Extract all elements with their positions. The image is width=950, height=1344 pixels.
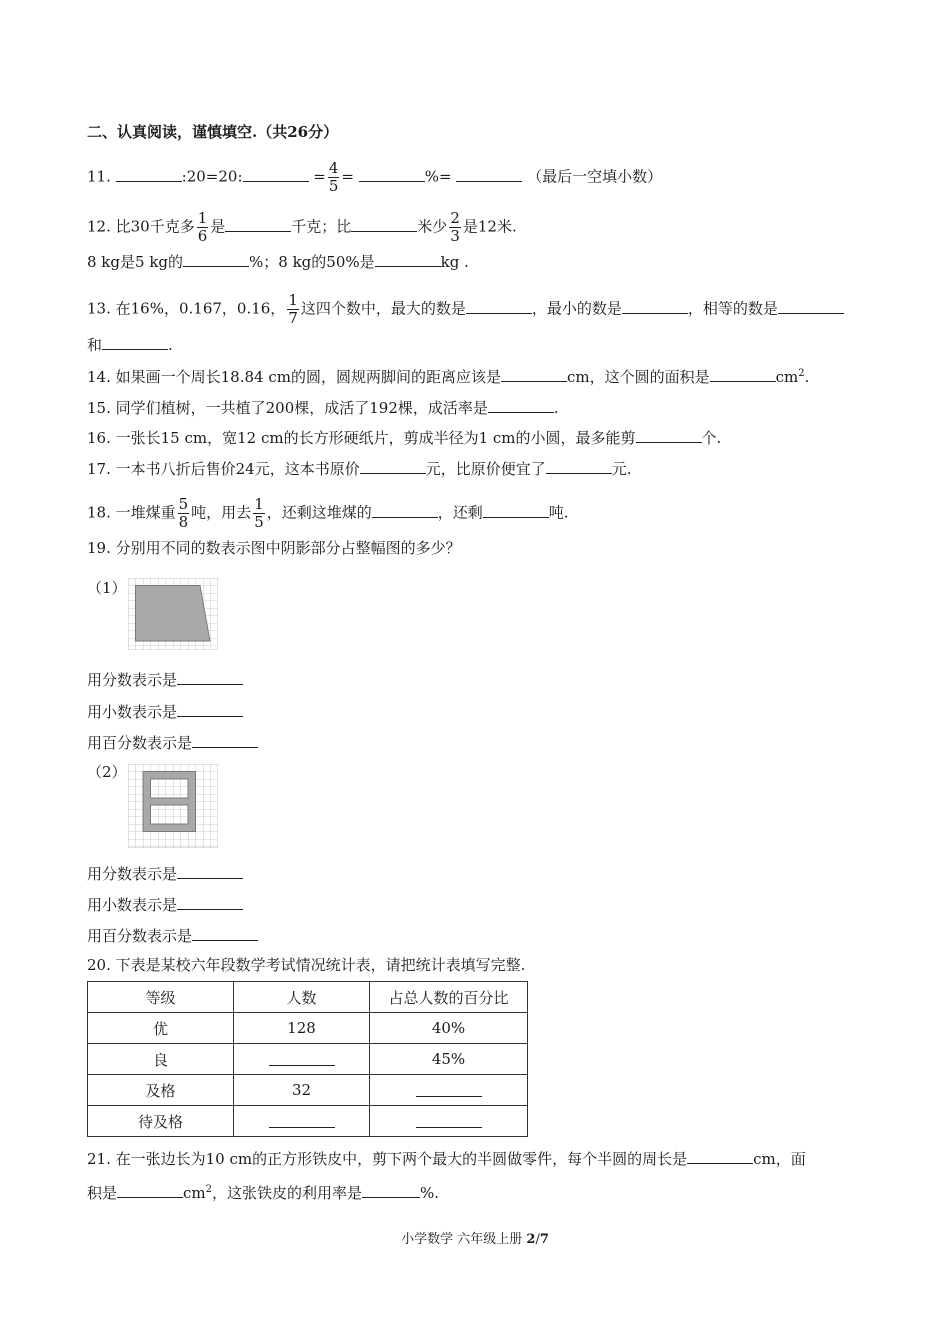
fraction: $\frac{1}{7}$ xyxy=(288,291,298,327)
question-12: 12. 比30千克多 $\frac{1}{6}$ 是 千克；比 米少 $\frac{2}{3}$ 是12米. xyxy=(87,209,517,245)
answer-blank[interactable] xyxy=(710,365,776,382)
answer-blank[interactable] xyxy=(177,893,243,910)
answer-blank[interactable] xyxy=(483,501,549,518)
part-1-label: （1） xyxy=(87,579,127,597)
answer-blank[interactable] xyxy=(501,365,567,382)
page-total: 7 xyxy=(539,1232,549,1247)
table-cell: 40% xyxy=(370,1013,528,1044)
answer-percent-1: 用百分数表示是 xyxy=(87,731,258,753)
table-row xyxy=(88,1075,528,1106)
page-number: 2 xyxy=(526,1232,536,1247)
fraction: $\frac{1}{6}$ xyxy=(197,209,208,245)
answer-blank[interactable] xyxy=(116,165,182,182)
question-21: 21. 在一张边长为10 cm的正方形铁皮中，剪下两个最大的半圆做零件，每个半圆的周长是 cm，面 xyxy=(87,1147,806,1169)
question-13: 13. 在16%，0.167，0.16， $\frac{1}{7}$ 这四个数中，最大的数是 ，最小的数是 ，相等的数是 xyxy=(87,292,844,327)
part-2-label: （2） xyxy=(87,763,127,781)
table-header-row xyxy=(88,982,528,1013)
question-18: 18. 一堆煤重 $\frac{5}{8}$ 吨，用去 $\frac{1}{5}$ ，还剩这堆煤的 ，还剩 吨. xyxy=(87,495,569,531)
answer-decimal-1: 用小数表示是 xyxy=(87,700,243,722)
answer-blank[interactable] xyxy=(362,1181,420,1198)
answer-blank[interactable] xyxy=(359,165,425,182)
answer-blank[interactable] xyxy=(192,924,258,941)
question-13-part-b: 和 . xyxy=(87,333,173,355)
trapezoid-grid-figure xyxy=(128,578,218,650)
answer-blank[interactable] xyxy=(177,668,243,685)
question-11: 11. :20=20: = $\frac{4}{5}$ = %= （最后一空填小数） xyxy=(87,159,663,195)
question-12-part-b: 8 kg是5 kg的 %；8 kg的50%是 kg . xyxy=(87,250,469,272)
table-cell: 优 xyxy=(88,1013,234,1044)
question-17: 17. 一本书八折后售价24元，这本书原价 元，比原价便宜了 元. xyxy=(87,457,632,479)
answer-fraction-1: 用分数表示是 xyxy=(87,668,243,690)
answer-blank[interactable] xyxy=(177,700,243,717)
answer-blank[interactable] xyxy=(372,501,438,518)
question-15: 15. 同学们植树，一共植了200棵，成活了192棵，成活率是 . xyxy=(87,396,559,418)
answer-blank[interactable] xyxy=(546,457,612,474)
table-row xyxy=(88,1106,528,1137)
table-cell-blank[interactable] xyxy=(234,1044,370,1075)
answer-blank[interactable] xyxy=(636,426,702,443)
answer-blank[interactable] xyxy=(778,297,844,314)
table-cell-blank[interactable] xyxy=(370,1106,528,1137)
section-title: 二、认真阅读，谨慎填空.（共26分） xyxy=(87,123,339,141)
fraction: $\frac{4}{5}$ xyxy=(328,159,339,195)
question-14: 14. 如果画一个周长18.84 cm的圆，圆规两脚间的距离应该是 cm，这个圆的面积是 $cm^2$. xyxy=(87,364,809,387)
question-20: 20. 下表是某校六年段数学考试情况统计表，请把统计表填写完整. xyxy=(87,956,526,974)
fraction: $\frac{2}{3}$ xyxy=(450,209,460,245)
answer-blank[interactable] xyxy=(488,396,554,413)
table-cell: 及格 xyxy=(88,1075,234,1106)
answer-blank[interactable] xyxy=(351,215,417,232)
answer-blank[interactable] xyxy=(466,297,532,314)
table-cell: 128 xyxy=(234,1013,370,1044)
table-cell-blank[interactable] xyxy=(370,1075,528,1106)
answer-blank[interactable] xyxy=(687,1147,753,1164)
question-19: 19. 分别用不同的数表示图中阴影部分占整幅图的多少？ xyxy=(87,539,461,557)
table-cell: 32 xyxy=(234,1075,370,1106)
page-footer: 小学数学 六年级上册 2/7 xyxy=(401,1232,549,1247)
fraction: $\frac{1}{5}$ xyxy=(254,495,264,531)
answer-decimal-2: 用小数表示是 xyxy=(87,893,243,915)
table-cell: 45% xyxy=(370,1044,528,1075)
answer-blank[interactable] xyxy=(456,165,522,182)
table-cell-blank[interactable] xyxy=(234,1106,370,1137)
answer-blank[interactable] xyxy=(192,731,258,748)
answer-blank[interactable] xyxy=(177,862,243,879)
ri-shape-grid-figure xyxy=(128,764,218,848)
answer-percent-2: 用百分数表示是 xyxy=(87,924,258,946)
answer-blank[interactable] xyxy=(243,165,309,182)
table-cell: 良 xyxy=(88,1044,234,1075)
fraction: $\frac{5}{8}$ xyxy=(178,495,189,531)
table-cell: 待及格 xyxy=(88,1106,234,1137)
answer-blank[interactable] xyxy=(225,215,291,232)
answer-blank[interactable] xyxy=(117,1181,183,1198)
table-header-cell: 人数 xyxy=(234,982,370,1013)
table-header-cell: 占总人数的百分比 xyxy=(370,982,528,1013)
table-row xyxy=(88,1044,528,1075)
table-row xyxy=(88,1013,528,1044)
question-16: 16. 一张长15 cm，宽12 cm的长方形硬纸片，剪成半径为1 cm的小圆，最多能剪 个. xyxy=(87,426,721,448)
answer-blank[interactable] xyxy=(375,250,441,267)
answer-blank[interactable] xyxy=(102,333,168,350)
table-header-cell: 等级 xyxy=(88,982,234,1013)
answer-blank[interactable] xyxy=(360,457,426,474)
question-21-part-b: 积是 $cm^2$，这张铁皮的利用率是 %. xyxy=(87,1180,439,1203)
statistics-table xyxy=(87,981,528,1137)
answer-blank[interactable] xyxy=(183,250,249,267)
answer-fraction-2: 用分数表示是 xyxy=(87,862,243,884)
answer-blank[interactable] xyxy=(622,297,688,314)
